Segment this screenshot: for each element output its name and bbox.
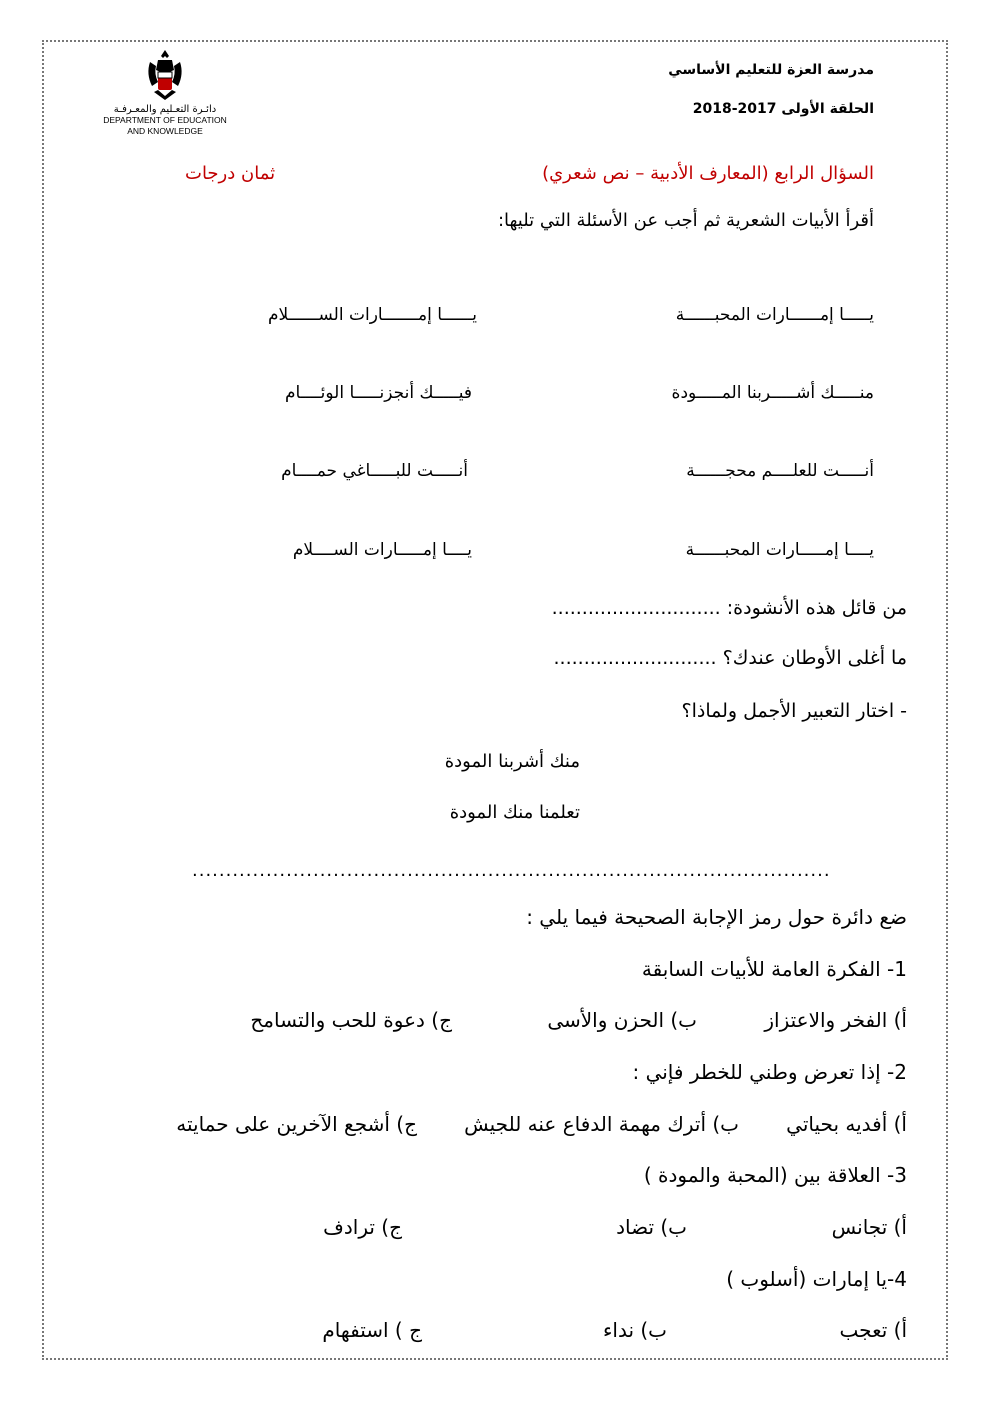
verse-3-second: أنـــــت للبـــــاغي حمــــام <box>281 461 468 481</box>
answer-line: ............................................................................................... <box>192 860 831 881</box>
mcq-instruction: ضع دائرة حول رمز الإجابة الصحيحة فيما يلي : <box>526 905 907 929</box>
mcq-2-option-c[interactable]: ج) أشجع الآخرين على حمايته <box>176 1112 417 1136</box>
verse-1-second: يــــــا إمـــــــارات الســــــلام <box>267 305 477 325</box>
verse-4-first: يــــا إمـــــارات المحبــــــة <box>685 540 874 560</box>
logo-english-line2: AND KNOWLEDGE <box>127 126 203 136</box>
verse-1-first: يـــــا إمــــــارات المحبــــــة <box>675 305 874 325</box>
verse-4-second: يــــا إمـــــارات الســــلام <box>292 540 472 560</box>
mcq-3-option-c[interactable]: ج) ترادف <box>323 1215 402 1239</box>
logo-english-line1: DEPARTMENT OF EDUCATION <box>103 115 227 125</box>
phrase-option-1: منك أشربنا المودة <box>444 751 580 772</box>
logo-arabic-text: دائـرة التعـليم والمعـرفـة <box>113 104 217 115</box>
grade-label: ثمان درجات <box>185 163 276 184</box>
mcq-4-option-a[interactable]: أ) تعجب <box>839 1318 907 1342</box>
mcq-2-stem: 2- إذا تعرض وطني للخطر فإني : <box>632 1060 907 1084</box>
mcq-4-option-c[interactable]: ج ) استفهام <box>322 1318 422 1342</box>
verse-2-first: منـــــك أشـــــربنا المـــــودة <box>671 383 874 403</box>
mcq-4-option-b[interactable]: ب) نداء <box>602 1318 667 1342</box>
department-logo <box>95 48 235 137</box>
verse-3-first: أنـــــت للعلــــم محجــــــة <box>686 461 874 481</box>
school-name: مدرسة العزة للتعليم الأساسي <box>668 62 874 78</box>
question-poet: من قائل هذه الأنشودة: ............................ <box>551 597 907 619</box>
falcon-emblem-icon <box>144 48 186 102</box>
question-title: السؤال الرابع (المعارف الأدبية – نص شعري) <box>542 163 874 184</box>
phrase-option-2: تعلمنا منك المودة <box>449 802 580 823</box>
mcq-1-option-b[interactable]: ب) الحزن والأسى <box>547 1008 697 1032</box>
verse-2-second: فيـــــك أنجزنـــــا الوئــــام <box>285 383 472 403</box>
mcq-3-option-b[interactable]: ب) تضاد <box>616 1215 687 1239</box>
term-label: الحلقة الأولى 2017-2018 <box>692 101 874 117</box>
question-dearest-homeland: ما أغلى الأوطان عندك؟ ........................... <box>553 647 907 669</box>
mcq-3-stem: 3- العلاقة بين (المحبة والمودة ) <box>643 1163 907 1187</box>
mcq-2-option-a[interactable]: أ) أفديه بحياتي <box>786 1112 907 1136</box>
mcq-3-option-a[interactable]: أ) تجانس <box>831 1215 907 1239</box>
reading-instruction: أقرأ الأبيات الشعرية ثم أجب عن الأسئلة التي تليها: <box>497 210 874 231</box>
mcq-1-stem: 1- الفكرة العامة للأبيات السابقة <box>641 957 907 981</box>
mcq-4-stem: 4-يا إمارات (أسلوب ) <box>726 1267 907 1291</box>
mcq-2-option-b[interactable]: ب) أترك مهمة الدفاع عنه للجيش <box>464 1112 739 1136</box>
mcq-1-option-c[interactable]: ج) دعوة للحب والتسامح <box>250 1008 452 1032</box>
question-best-expression: - اختار التعبير الأجمل ولماذا؟ <box>681 700 907 722</box>
mcq-1-option-a[interactable]: أ) الفخر والاعتزاز <box>764 1008 907 1032</box>
